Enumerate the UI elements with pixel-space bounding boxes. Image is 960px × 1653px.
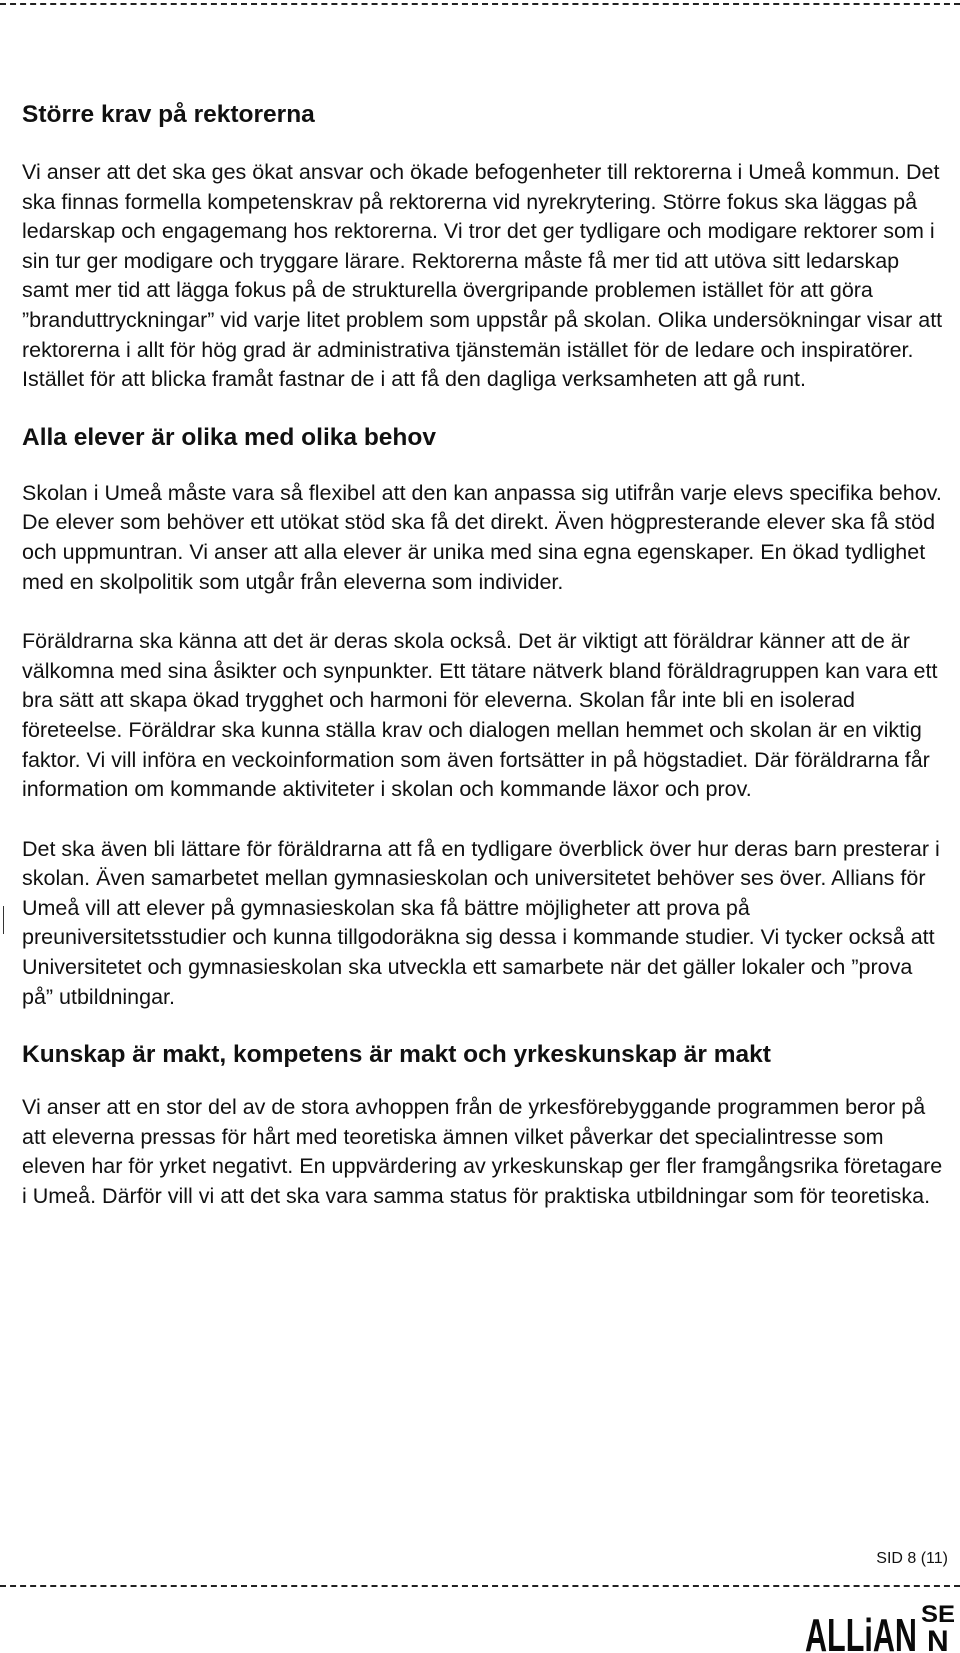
body-paragraph: Föräldrarna ska känna att det är deras skola också. Det är viktigt att föräldrar känner att de är välkomna med sina åsikter och synpunkter. Ett tätare nätverk bland föräldragruppen kan vara ett bra sätt att skapa ökad trygghet och harmoni för eleverna. Skolan får inte bli en isolerad företeelse. Föräldrar ska kunna ställa krav och dialogen mellan hemmet och skolan är en viktig faktor. Vi vill införa en veckoinformation som även fortsätter in på högstadiet. Där föräldrarna får information om kommande aktiviteter i skolan och kommande läxor och prov.: [22, 629, 938, 802]
page-number: SID 8 (11): [876, 1550, 948, 1567]
section-heading-kunskap: Kunskap är makt, kompetens är makt och yrkeskunskap är makt: [22, 1041, 771, 1069]
document-body: [22, 100, 947, 1212]
svg-text:N: N: [927, 1625, 949, 1653]
top-dashed-rule: [0, 3, 960, 5]
margin-change-bar: [3, 906, 4, 934]
alliansen-logo: [805, 1598, 955, 1653]
section-heading-rektorer: Större krav på rektorerna: [22, 101, 315, 128]
body-paragraph: Det ska även bli lättare för föräldrarna att få en tydligare överblick över hur deras barn presterar i skolan. Även samarbetet mellan gymnasieskolan och universitetet behöver ses över. Allians för Umeå vill att elever på gymnasieskolan ska få bättre möjligheter att prova på preuniversitetsstudier och kunna tillgodoräkna sig dessa i kommande studier. Vi tycker också att Universitetet och gymnasieskolan ska utveckla ett samarbete när det gäller lokaler och ”prova på” utbildningar.: [22, 836, 940, 1009]
svg-text:SE: SE: [921, 1601, 955, 1628]
section-heading-elever: Alla elever är olika med olika behov: [22, 423, 436, 451]
body-paragraph: Vi anser att det ska ges ökat ansvar och ökade befogenheter till rektorerna i Umeå kommun. Det ska finnas formella kompetenskrav på rektorerna vid nyrekrytering. Större fokus ska läggas på ledarskap och engagemang hos rektorerna. Vi tror det ger tydligare och modigare rektorer som i sin tur ger modigare och tryggare lärare. Rektorerna måste få mer tid att utöva sitt ledarskap samt mer tid att lägga fokus på de strukturella övergripande problemen istället för att göra ”branduttryckningar” vid varje litet problem som uppstår på skolan. Olika undersökningar visar att rektorerna i allt för hög grad är administrativa tjänstemän istället för de ledare och inspiratörer. Istället för att blicka framåt fastnar de i att få den dagliga verksamheten att gå runt.: [22, 160, 943, 392]
body-paragraph: Vi anser att en stor del av de stora avhoppen från de yrkesförebyggande programmen beror på att eleverna pressas för hårt med teoretiska ämnen vilket påverkar det specialintresse som eleven har för yrket negativt. En uppvärdering av yrkeskunskap ger fler framgångsrika företagare i Umeå. Därför vill vi att det ska vara samma status för praktiska utbildningar som för teoretiska.: [22, 1095, 943, 1209]
bottom-dashed-rule: [0, 1585, 960, 1587]
body-paragraph: Skolan i Umeå måste vara så flexibel att den kan anpassa sig utifrån varje elevs specifika behov. De elever som behöver ett utökat stöd ska få det direkt. Även högpresterande elever ska få stöd och uppmuntran. Vi anser att alla elever är unika med sina egna egenskaper. En ökad tydlighet med en skolpolitik som utgår från eleverna som individer.: [22, 480, 942, 594]
svg-text:ALLiAN: ALLiAN: [805, 1609, 917, 1653]
